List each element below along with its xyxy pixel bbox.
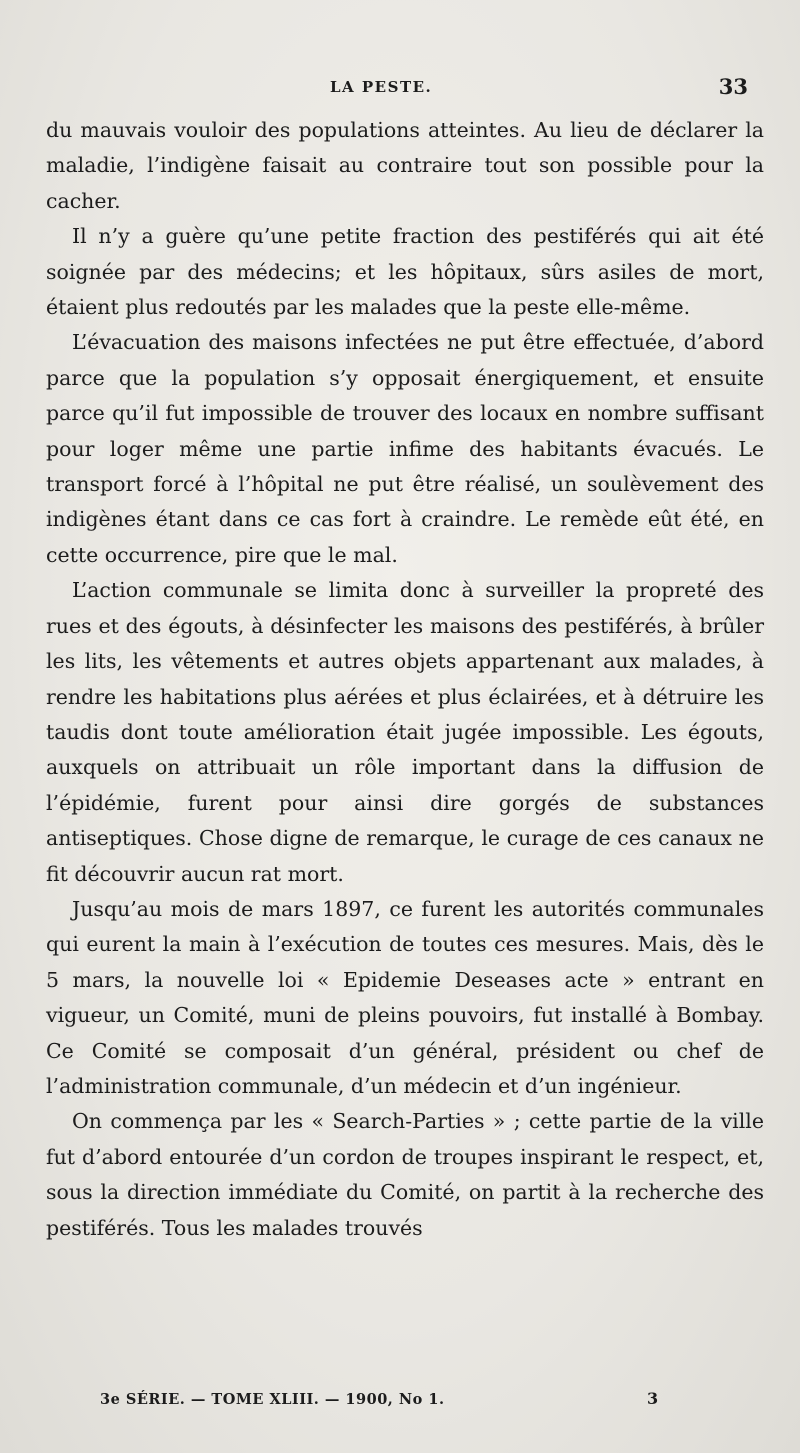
signature-line: 3e SÉRIE. — TOME XLIII. — 1900, No 1. [100, 1391, 445, 1408]
page-number: 33 [718, 74, 748, 99]
body-text [46, 113, 764, 1246]
signature-number: 3 [647, 1389, 659, 1408]
paragraph: L’évacuation des maisons infectées ne put être effectuée, d’abord parce que la population s’y opposait énergiquement, et ensuite parce qu’il fut impossible de trouver des locaux en nombre suffisant pour loger même une partie infime des habitants évacués. Le transport forcé à l’hôpital ne put être réalisé, un soulèvement des indigènes étant dans ce cas fort à craindre. Le remède eût été, en cette occurrence, pire que le mal. [46, 330, 764, 567]
paragraph: Jusqu’au mois de mars 1897, ce furent les autorités communales qui eurent la main à l’exécution de toutes ces mesures. Mais, dès le 5 mars, la nouvelle loi « Epidemie Deseases acte » entrant en vigueur, un Comité, muni de pleins pouvoirs, fut installé à Bombay. Ce Comité se composait d’un général, président ou chef de l’administration communale, d’un médecin et d’un ingénieur. [46, 896, 764, 1098]
paragraph-continuation: du mauvais vouloir des populations atteintes. Au lieu de déclarer la maladie, l’indigène faisait au contraire tout son possible pour la cacher. [46, 118, 764, 213]
paragraph: Il n’y a guère qu’une petite fraction des pestiférés qui ait été soignée par des médecins; et les hôpitaux, sûrs asiles de mort, étaient plus redoutés par les malades que la peste elle-même. [46, 224, 764, 320]
paragraph: L’action communale se limita donc à surveiller la propreté des rues et des égouts, à désinfecter les maisons des pestiférés, à brûler les lits, les vêtements et autres objets appartenant aux malades, à rendre les habitations plus aérées et plus éclairées, et à détruire les taudis dont toute amélioration était jugée impossible. Les égouts, auxquels on attribuait un rôle important dans la diffusion de l’épidémie, furent pour ainsi dire gorgés de substances antiseptiques. Chose digne de remarque, le curage de ces canaux ne fit découvrir aucun rat mort. [46, 578, 764, 886]
running-header [0, 74, 800, 104]
paragraph: On commença par les « Search-Parties » ; cette partie de la ville fut d’abord entourée d’un cordon de troupes inspirant le respect, et, sous la direction immédiate du Comité, on partit à la recherche des pestiférés. Tous les malades trouvés [46, 1109, 764, 1240]
running-title: LA PESTE. [330, 78, 433, 96]
page-footer [0, 1387, 800, 1415]
